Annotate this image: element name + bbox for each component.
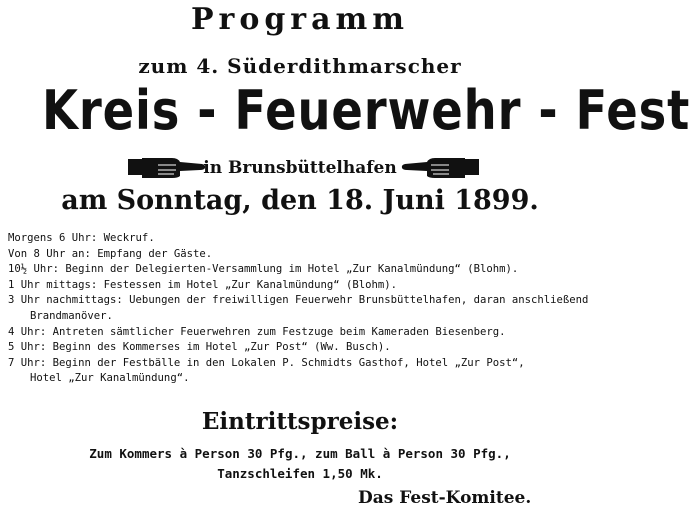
schedule-item: Morgens 6 Uhr: Weckruf. xyxy=(8,232,155,244)
schedule-item: 7 Uhr: Beginn der Festbälle in den Lokalen P. Schmidts Gasthof, Hotel „Zur Post“, xyxy=(8,356,525,369)
schedule-item: 4 Uhr: Antreten sämtlicher Feuerwehren zum Festzuge beim Kameraden Biesenberg. xyxy=(8,325,506,338)
schedule-item: 1 Uhr mittags: Festessen im Hotel „Zur Kanalmündung“ (Blohm). xyxy=(8,278,398,291)
event-location: in Brunsbüttelhafen xyxy=(203,158,397,178)
notice-headline: Kreis - Feuerwehr - Fest xyxy=(42,79,690,142)
price-line: Tanzschleifen 1,50 Mk. xyxy=(217,466,383,481)
prices-heading: Eintrittspreise: xyxy=(201,408,399,435)
location-row xyxy=(0,153,600,185)
schedule-item: 5 Uhr: Beginn des Kommerses im Hotel „Zur Post“ (Ww. Busch). xyxy=(8,341,391,354)
schedule-item-continuation: Brandmanöver. xyxy=(30,309,113,322)
notice-subtitle: zum 4. Süderdithmarscher xyxy=(138,54,462,78)
schedule-item: Von 8 Uhr an: Empfang der Gäste. xyxy=(8,247,213,260)
notice-title: Programm xyxy=(190,2,410,37)
pointing-hand-left-icon xyxy=(401,153,479,181)
schedule-item-continuation: Hotel „Zur Kanalmündung“. xyxy=(30,372,190,385)
schedule-item: 3 Uhr nachmittags: Uebungen der freiwilligen Feuerwehr Brunsbüttelhafen, daran anschließend xyxy=(8,294,589,307)
price-line: Zum Kommers à Person 30 Pfg., zum Ball à Person 30 Pfg., xyxy=(89,446,511,461)
committee-signature: Das Fest-Komitee. xyxy=(358,488,532,508)
event-date: am Sonntag, den 18. Juni 1899. xyxy=(61,185,539,216)
schedule-list xyxy=(8,231,598,387)
schedule-item: 10½ Uhr: Beginn der Delegierten-Versammlung im Hotel „Zur Kanalmündung“ (Blohm). xyxy=(8,263,519,276)
